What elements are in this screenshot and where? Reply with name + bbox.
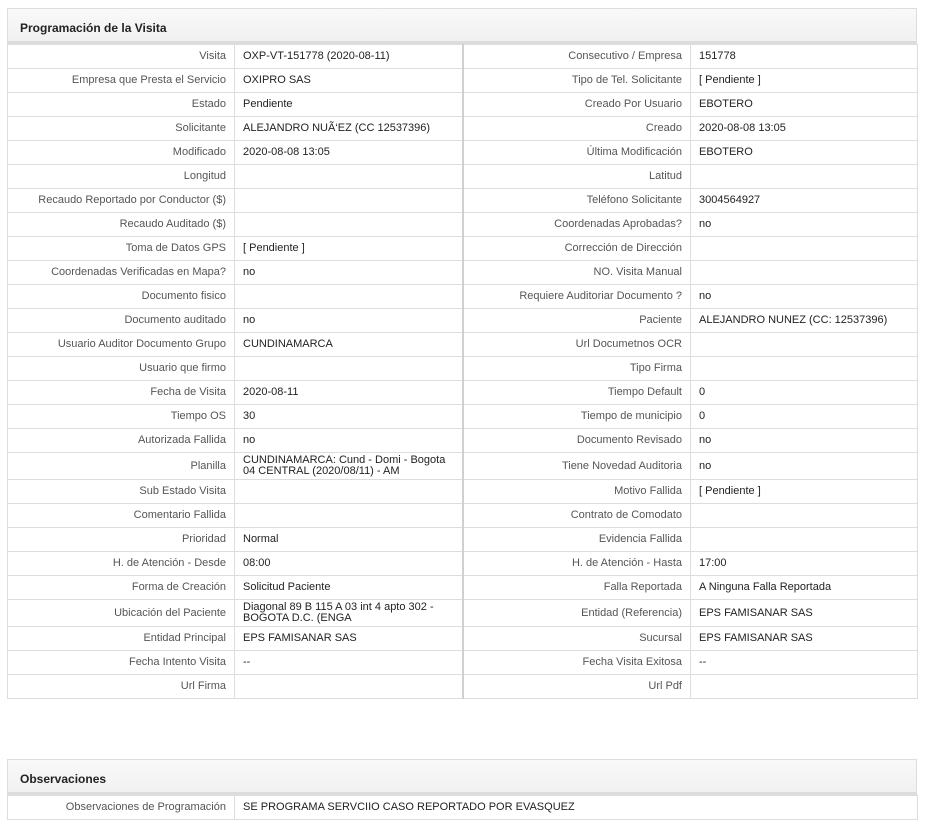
field-value: [ Pendiente ] xyxy=(691,69,918,93)
field-value: 2020-08-11 xyxy=(235,381,463,405)
field-value xyxy=(235,504,463,528)
field-value: 30 xyxy=(235,405,463,429)
field-label: Última Modificación xyxy=(463,141,691,165)
field-label: Url Pdf xyxy=(463,675,691,699)
field-label: Coordenadas Verificadas en Mapa? xyxy=(8,261,235,285)
table-row xyxy=(8,504,918,528)
table-row xyxy=(8,453,918,480)
field-label: Ubicación del Paciente xyxy=(8,600,235,627)
field-label: Toma de Datos GPS xyxy=(8,237,235,261)
field-label: Latitud xyxy=(463,165,691,189)
field-value: OXP-VT-151778 (2020-08-11) xyxy=(235,45,463,69)
field-value: CUNDINAMARCA xyxy=(235,333,463,357)
field-value xyxy=(691,675,918,699)
programacion-table xyxy=(7,44,918,699)
field-label: H. de Atención - Hasta xyxy=(463,552,691,576)
field-label: NO. Visita Manual xyxy=(463,261,691,285)
table-row xyxy=(8,429,918,453)
field-value: 3004564927 xyxy=(691,189,918,213)
field-label: Tipo de Tel. Solicitante xyxy=(463,69,691,93)
field-label: Documento auditado xyxy=(8,309,235,333)
field-value: -- xyxy=(235,651,463,675)
field-label: Comentario Fallida xyxy=(8,504,235,528)
field-value: Normal xyxy=(235,528,463,552)
field-value: no xyxy=(235,309,463,333)
field-label: Entidad (Referencia) xyxy=(463,600,691,627)
field-value xyxy=(691,237,918,261)
field-value: no xyxy=(691,429,918,453)
field-label: Tiempo Default xyxy=(463,381,691,405)
field-label: Empresa que Presta el Servicio xyxy=(8,69,235,93)
field-label: Consecutivo / Empresa xyxy=(463,45,691,69)
field-value: A Ninguna Falla Reportada xyxy=(691,576,918,600)
field-label: Paciente xyxy=(463,309,691,333)
field-label: Longitud xyxy=(8,165,235,189)
table-row xyxy=(8,189,918,213)
table-row xyxy=(8,627,918,651)
field-label: Solicitante xyxy=(8,117,235,141)
field-label: Fecha de Visita xyxy=(8,381,235,405)
field-value: no xyxy=(691,213,918,237)
table-row xyxy=(8,261,918,285)
table-row xyxy=(8,237,918,261)
field-value xyxy=(691,504,918,528)
field-value: no xyxy=(691,453,918,480)
field-value: EBOTERO xyxy=(691,141,918,165)
field-value: no xyxy=(691,285,918,309)
field-value: 08:00 xyxy=(235,552,463,576)
field-value xyxy=(235,165,463,189)
programacion-header: Programación de la Visita xyxy=(7,8,917,44)
field-value: 0 xyxy=(691,381,918,405)
field-label: Forma de Creación xyxy=(8,576,235,600)
field-label: Contrato de Comodato xyxy=(463,504,691,528)
field-label: Documento Revisado xyxy=(463,429,691,453)
observaciones-header: Observaciones xyxy=(7,759,917,795)
field-label: Documento fisico xyxy=(8,285,235,309)
field-label: Tiempo de municipio xyxy=(463,405,691,429)
field-value: EPS FAMISANAR SAS xyxy=(691,600,918,627)
field-value xyxy=(235,189,463,213)
observaciones-table xyxy=(7,795,918,820)
table-row xyxy=(8,405,918,429)
table-row xyxy=(8,675,918,699)
field-value: OXIPRO SAS xyxy=(235,69,463,93)
field-value: no xyxy=(235,261,463,285)
field-value xyxy=(691,333,918,357)
field-value: 17:00 xyxy=(691,552,918,576)
field-label: Prioridad xyxy=(8,528,235,552)
table-row xyxy=(8,69,918,93)
table-row xyxy=(8,309,918,333)
field-value: Diagonal 89 B 115 A 03 int 4 apto 302 - BOGOTA D.C. (ENGA xyxy=(235,600,463,627)
field-label: Corrección de Dirección xyxy=(463,237,691,261)
field-value xyxy=(235,285,463,309)
field-value xyxy=(691,357,918,381)
field-value: EPS FAMISANAR SAS xyxy=(235,627,463,651)
field-value: CUNDINAMARCA: Cund - Domi - Bogota 04 CENTRAL (2020/08/11) - AM xyxy=(235,453,463,480)
table-row xyxy=(8,285,918,309)
field-label: Observaciones de Programación xyxy=(8,796,235,820)
table-row xyxy=(8,117,918,141)
field-value: 151778 xyxy=(691,45,918,69)
table-row xyxy=(8,165,918,189)
field-value: no xyxy=(235,429,463,453)
field-label: Planilla xyxy=(8,453,235,480)
field-value: 2020-08-08 13:05 xyxy=(691,117,918,141)
field-value: ALEJANDRO NUNEZ (CC: 12537396) xyxy=(691,309,918,333)
field-label: Url Documetnos OCR xyxy=(463,333,691,357)
field-label: Usuario que firmo xyxy=(8,357,235,381)
field-value xyxy=(691,165,918,189)
field-label: Sucursal xyxy=(463,627,691,651)
field-value xyxy=(235,357,463,381)
field-value xyxy=(235,480,463,504)
table-row xyxy=(8,552,918,576)
field-label: Sub Estado Visita xyxy=(8,480,235,504)
field-label: Recaudo Reportado por Conductor ($) xyxy=(8,189,235,213)
field-value xyxy=(691,261,918,285)
field-value: [ Pendiente ] xyxy=(235,237,463,261)
field-label: Requiere Auditoriar Documento ? xyxy=(463,285,691,309)
table-row xyxy=(8,141,918,165)
field-label: H. de Atención - Desde xyxy=(8,552,235,576)
field-label: Recaudo Auditado ($) xyxy=(8,213,235,237)
field-label: Estado xyxy=(8,93,235,117)
observaciones-panel xyxy=(7,759,917,820)
table-row xyxy=(8,357,918,381)
field-label: Falla Reportada xyxy=(463,576,691,600)
field-label: Motivo Fallida xyxy=(463,480,691,504)
field-label: Coordenadas Aprobadas? xyxy=(463,213,691,237)
field-label: Creado Por Usuario xyxy=(463,93,691,117)
table-row xyxy=(8,93,918,117)
field-value: [ Pendiente ] xyxy=(691,480,918,504)
table-row xyxy=(8,480,918,504)
field-value xyxy=(691,528,918,552)
table-row xyxy=(8,333,918,357)
field-value xyxy=(235,675,463,699)
field-label: Usuario Auditor Documento Grupo xyxy=(8,333,235,357)
field-value: Solicitud Paciente xyxy=(235,576,463,600)
field-value: 0 xyxy=(691,405,918,429)
field-value: -- xyxy=(691,651,918,675)
field-label: Creado xyxy=(463,117,691,141)
field-label: Modificado xyxy=(8,141,235,165)
field-label: Url Firma xyxy=(8,675,235,699)
field-value: ALEJANDRO NUÃ‘EZ (CC 12537396) xyxy=(235,117,463,141)
field-value: SE PROGRAMA SERVCIIO CASO REPORTADO POR EVASQUEZ xyxy=(235,796,918,820)
table-row xyxy=(8,528,918,552)
table-row xyxy=(8,576,918,600)
table-row xyxy=(8,651,918,675)
table-row xyxy=(8,600,918,627)
programacion-panel xyxy=(7,8,917,699)
field-label: Teléfono Solicitante xyxy=(463,189,691,213)
field-value: EBOTERO xyxy=(691,93,918,117)
field-value: Pendiente xyxy=(235,93,463,117)
field-label: Evidencia Fallida xyxy=(463,528,691,552)
field-value: 2020-08-08 13:05 xyxy=(235,141,463,165)
table-row xyxy=(8,45,918,69)
field-label: Entidad Principal xyxy=(8,627,235,651)
field-label: Tiene Novedad Auditoria xyxy=(463,453,691,480)
field-label: Tipo Firma xyxy=(463,357,691,381)
field-value: EPS FAMISANAR SAS xyxy=(691,627,918,651)
field-label: Tiempo OS xyxy=(8,405,235,429)
table-row xyxy=(8,381,918,405)
table-row xyxy=(8,796,918,820)
field-value xyxy=(235,213,463,237)
field-label: Fecha Intento Visita xyxy=(8,651,235,675)
field-label: Autorizada Fallida xyxy=(8,429,235,453)
field-label: Fecha Visita Exitosa xyxy=(463,651,691,675)
table-row xyxy=(8,213,918,237)
field-label: Visita xyxy=(8,45,235,69)
